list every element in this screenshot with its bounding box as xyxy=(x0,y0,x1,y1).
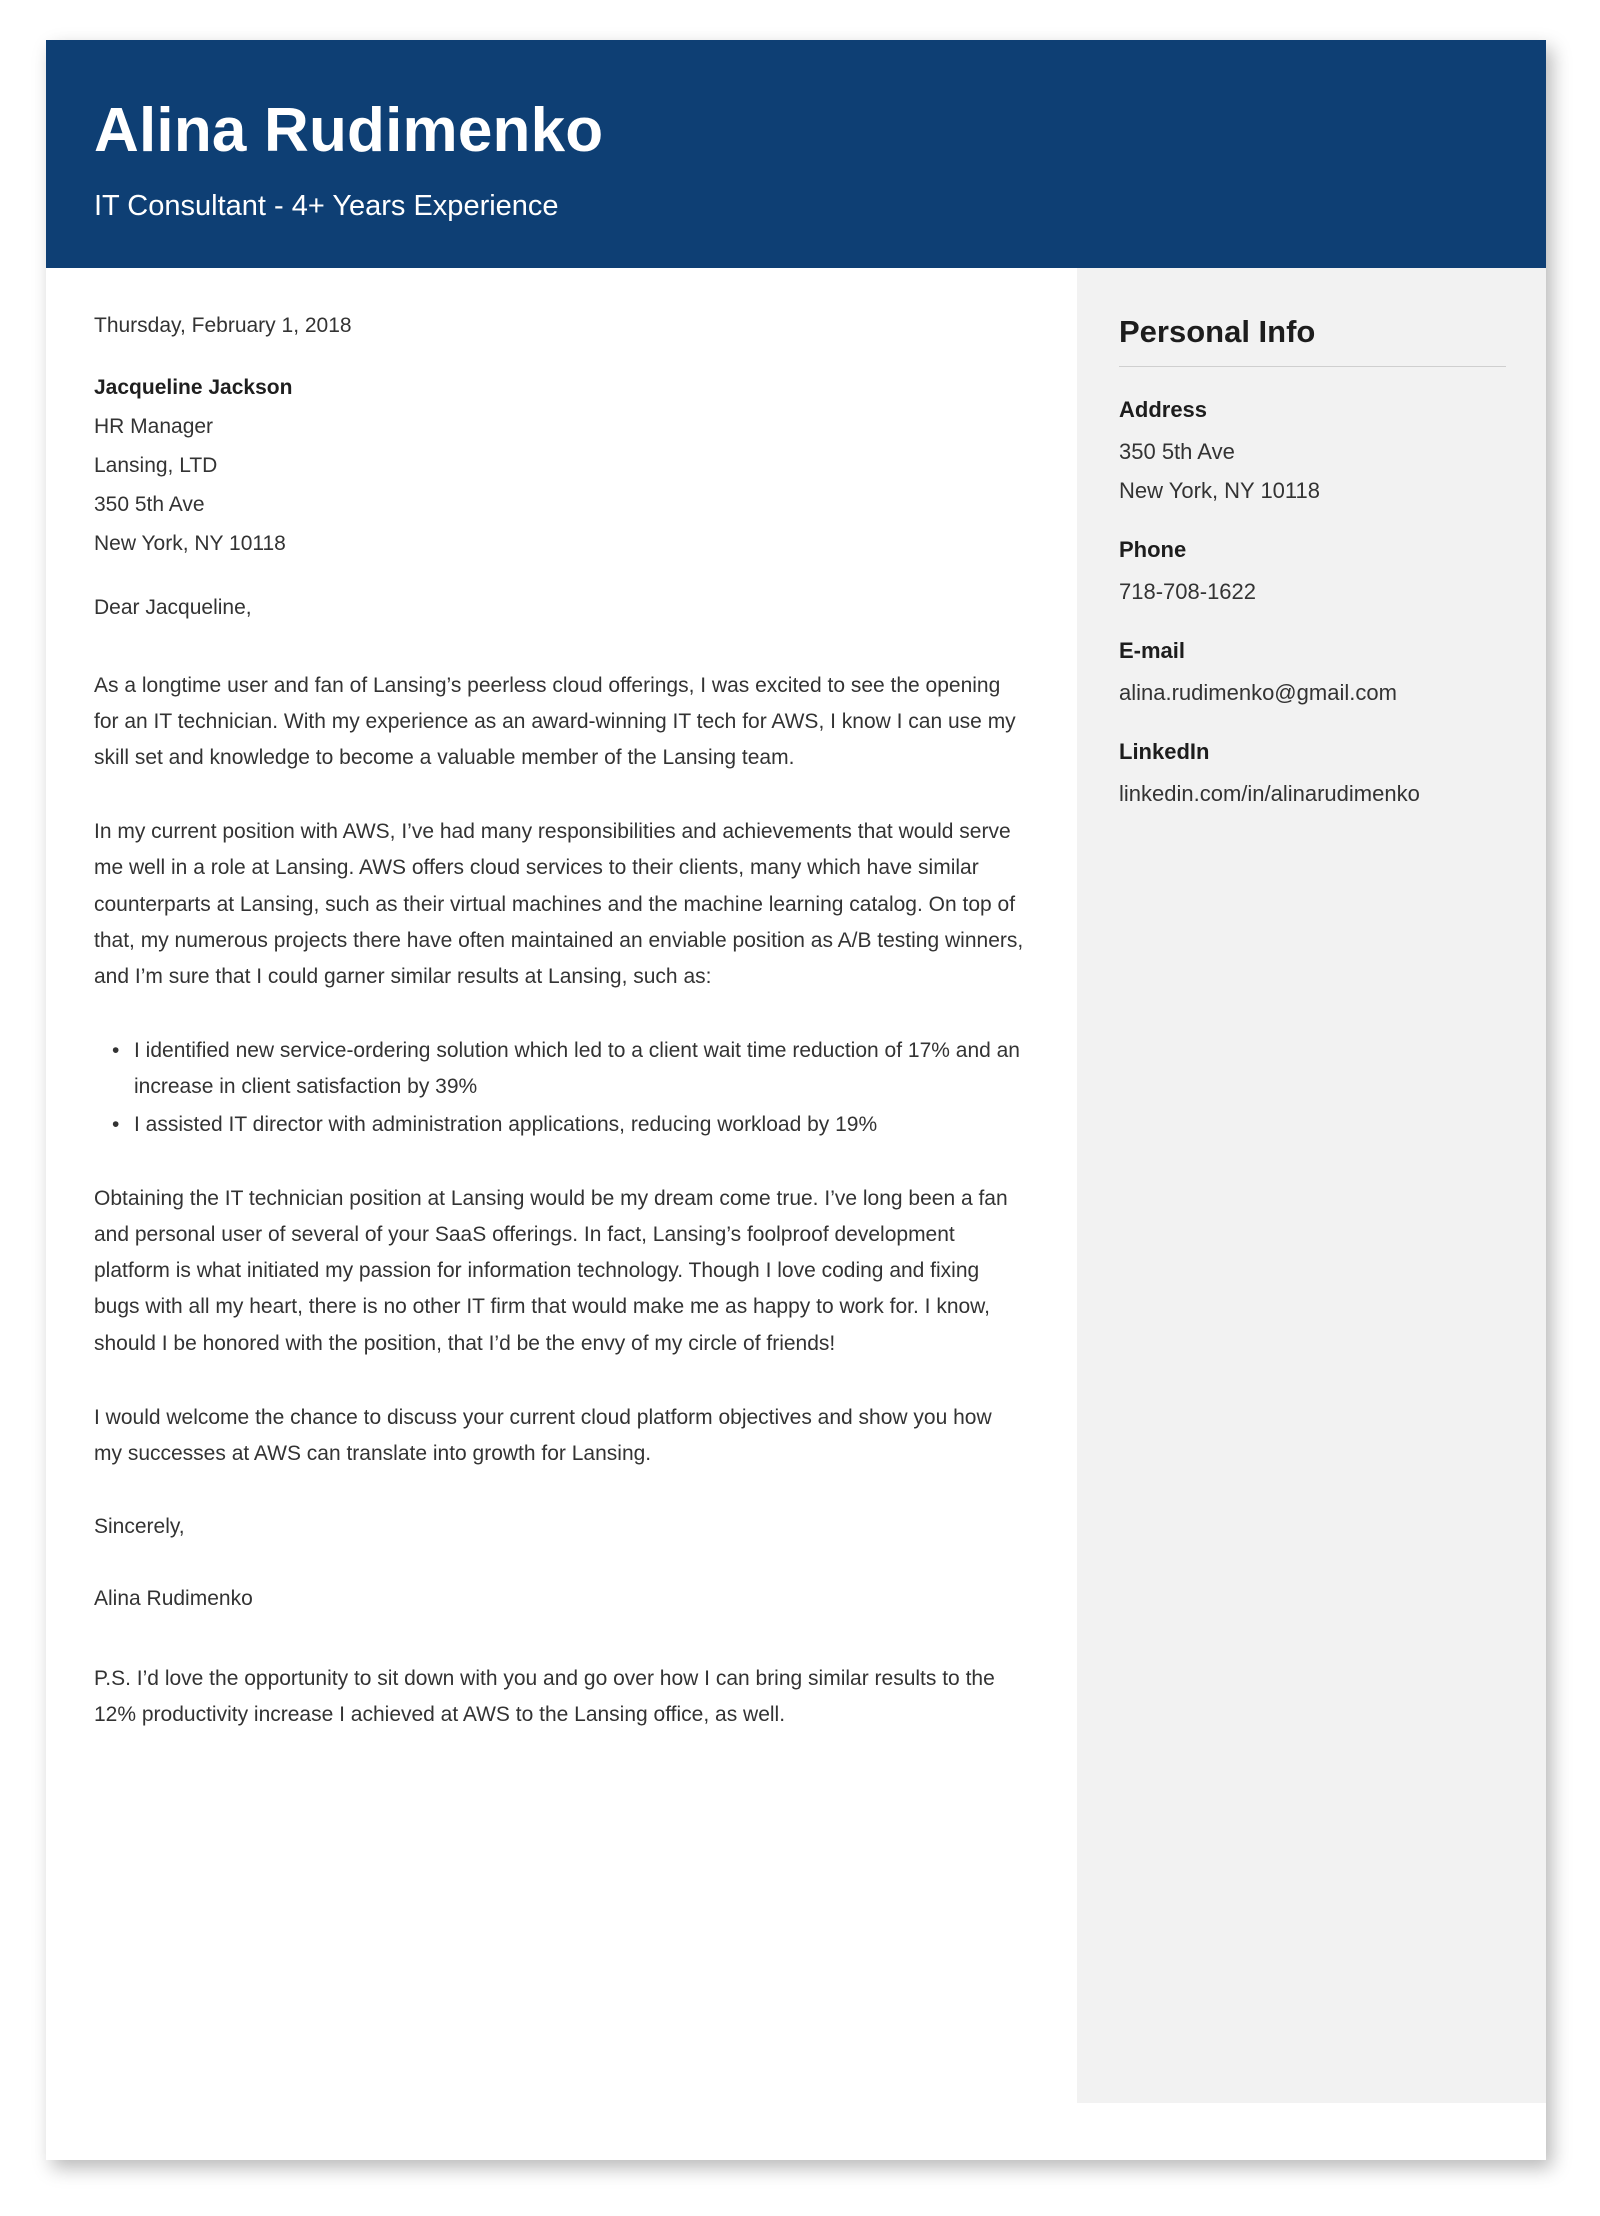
recipient-block xyxy=(94,373,1025,558)
sidebar-address-line1: 350 5th Ave xyxy=(1119,438,1235,464)
applicant-name: Alina Rudimenko xyxy=(94,96,604,165)
sidebar-linkedin-label: LinkedIn xyxy=(1119,738,1210,764)
sidebar-address-block xyxy=(1119,397,1506,507)
sidebar-email-value[interactable]: alina.rudimenko@gmail.com xyxy=(1119,679,1397,705)
document-header xyxy=(46,40,1546,268)
recipient-city-state-zip: New York, NY 10118 xyxy=(94,531,286,555)
sidebar-phone-label: Phone xyxy=(1119,536,1187,562)
letter-paragraph-3: Obtaining the IT technician position at Lansing would be my dream come true. I’ve long been a fan and personal user of several of your SaaS offerings. In fact, Lansing’s foolproof development platform is what initiated my passion for information technology. Though I love coding and fixing bugs with all my heart, there is no other IT firm that would make me as happy to work for. I know, should I be honored with the position, that I’d be the envy of my circle of friends! xyxy=(94,1187,1008,1355)
letter-column xyxy=(46,268,1077,2103)
sidebar-title: Personal Info xyxy=(1119,313,1316,349)
list-item: • I identified new service-ordering solution which led to a client wait time reduction of 17% and an increase in client satisfaction by 39% xyxy=(112,1033,1025,1105)
recipient-title: HR Manager xyxy=(94,415,214,439)
letter-paragraph-2: In my current position with AWS, I’ve had many responsibilities and achievements that would serve me well in a role at Lansing. AWS offers cloud services to their clients, many which have similar counterparts at Lansing, such as their virtual machines and the machine learning catalog. On top of that, my numerous projects there have often maintained an enviable position as A/B testing winners, and I’m sure that I could garner similar results at Lansing, such as: xyxy=(94,820,1024,988)
sidebar-divider xyxy=(1119,366,1506,367)
sidebar-linkedin-block xyxy=(1119,739,1506,810)
sidebar-address-line2: New York, NY 10118 xyxy=(1119,477,1320,503)
recipient-company: Lansing, LTD xyxy=(94,454,218,478)
letter-date: Thursday, February 1, 2018 xyxy=(94,313,352,337)
applicant-tagline: IT Consultant - 4+ Years Experience xyxy=(94,190,559,223)
achievement-list xyxy=(94,1033,1025,1143)
recipient-name: Jacqueline Jackson xyxy=(94,376,293,400)
letter-postscript: P.S. I’d love the opportunity to sit down with you and go over how I can bring similar results to the 12% productivity increase I achieved at AWS to the Lansing office, as well. xyxy=(94,1667,995,1727)
sidebar-linkedin-value[interactable]: linkedin.com/in/alinarudimenko xyxy=(1119,780,1420,806)
sidebar-email-label: E-mail xyxy=(1119,637,1186,663)
sidebar-personal-info xyxy=(1077,268,1546,2103)
cover-letter-document xyxy=(46,40,1546,2160)
letter-salutation: Dear Jacqueline, xyxy=(94,596,252,620)
letter-paragraph-1: As a longtime user and fan of Lansing’s peerless cloud offerings, I was excited to see the opening for an IT technician. With my experience as an award-winning IT tech for AWS, I know I can use my skill set and knowledge to become a valuable member of the Lansing team. xyxy=(94,673,1016,770)
sidebar-phone-block xyxy=(1119,537,1506,608)
letter-paragraph-4: I would welcome the chance to discuss your current cloud platform objectives and show you how my successes at AWS can translate into growth for Lansing. xyxy=(94,1405,992,1465)
document-body xyxy=(46,268,1546,2103)
letter-signature-name: Alina Rudimenko xyxy=(94,1586,253,1610)
list-item: • I assisted IT director with administration applications, reducing workload by 19% xyxy=(112,1107,1025,1143)
sidebar-address-label: Address xyxy=(1119,396,1208,422)
recipient-street: 350 5th Ave xyxy=(94,492,205,516)
sidebar-email-block xyxy=(1119,638,1506,709)
sidebar-phone-value[interactable]: 718-708-1622 xyxy=(1119,578,1257,604)
letter-closing: Sincerely, xyxy=(94,1514,185,1538)
